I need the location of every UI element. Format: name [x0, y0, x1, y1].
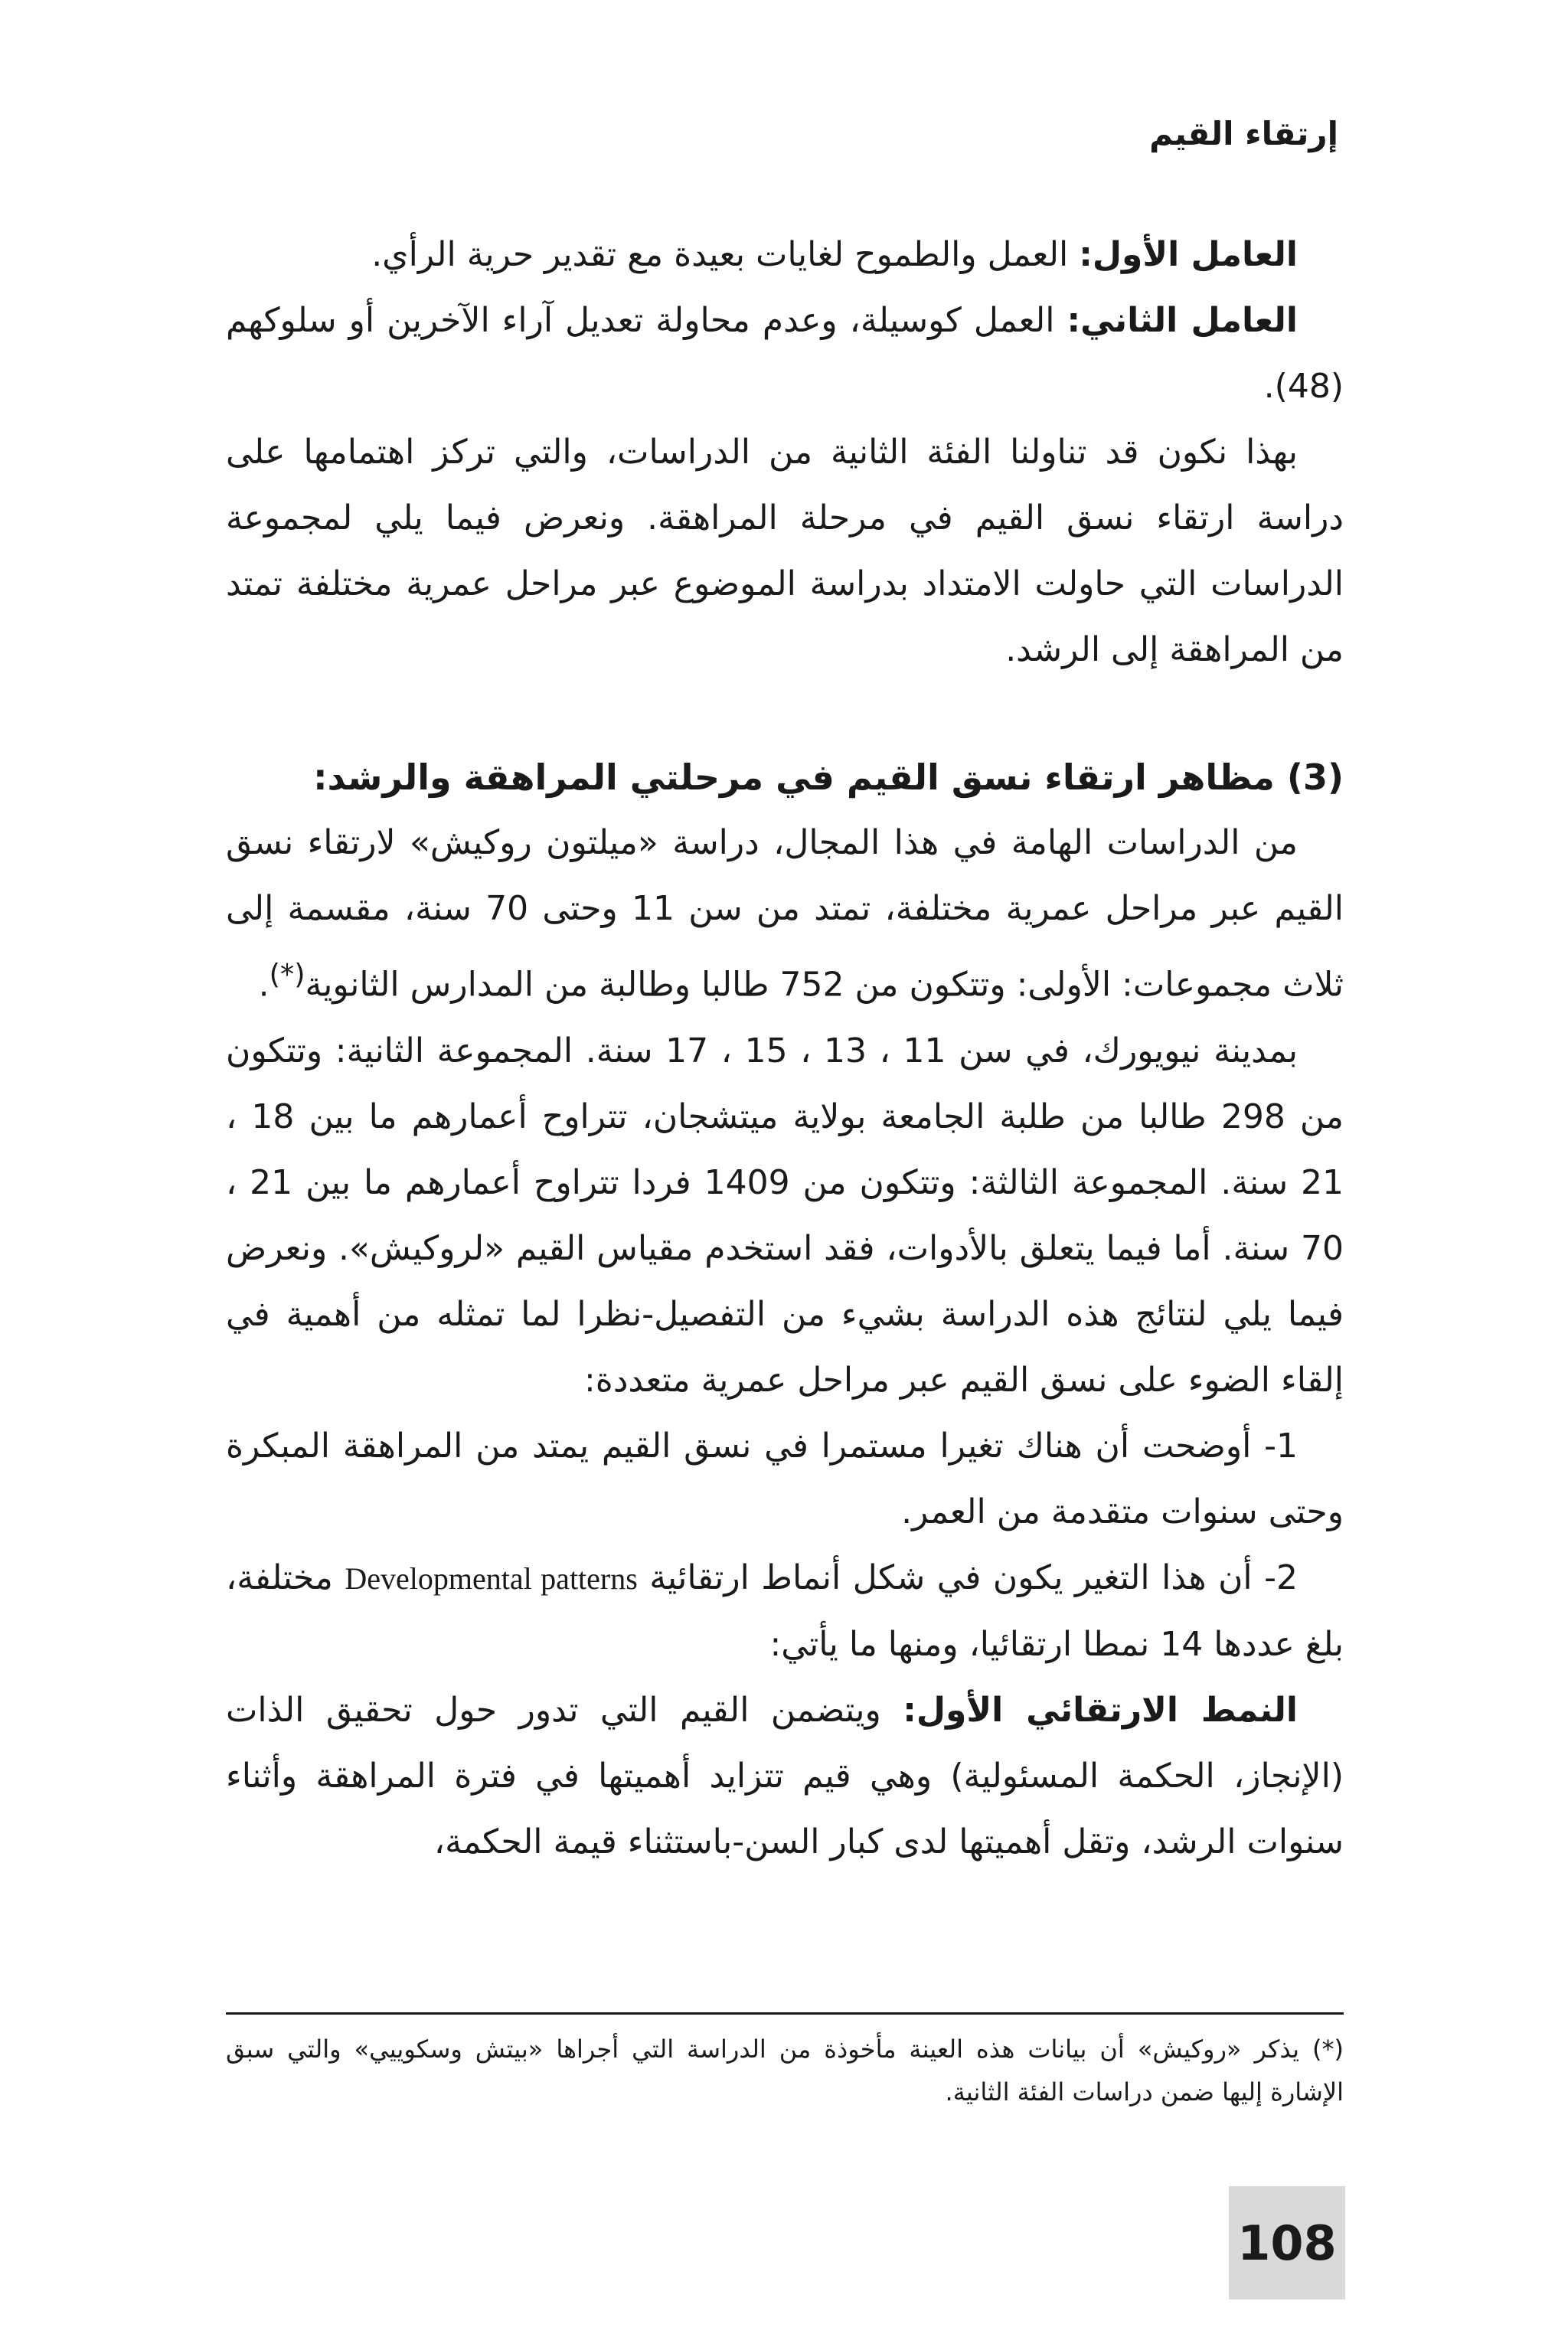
paragraph-text: العمل كوسيلة، وعدم محاولة تعديل آراء الآخرين أو سلوكهم (48).	[226, 301, 1344, 406]
paragraph-lead: العامل الأول:	[1079, 235, 1298, 274]
paragraph-summary	[226, 420, 1344, 683]
paragraph-samples	[226, 1018, 1344, 1414]
page-number-box	[1229, 2186, 1345, 2299]
paragraph-item-1	[226, 1414, 1344, 1545]
paragraph-item-2	[226, 1545, 1344, 1678]
running-header: إرتقاء القيم	[1149, 115, 1338, 152]
paragraph-text-continued: مختلفة، بلغ عددها 14 نمطا ارتقائيا، ومنها ما يأتي:	[226, 1557, 1344, 1664]
footnote-divider	[226, 2012, 1344, 2015]
paragraph-factor-1	[226, 222, 1344, 288]
paragraph-factor-2	[226, 288, 1344, 420]
footnote-marker: (*)	[269, 958, 305, 991]
paragraph-rokeach-study	[226, 810, 1344, 1018]
page-number: 108	[1237, 2214, 1337, 2271]
paragraph-text: العمل والطموح لغايات بعيدة مع تقدير حرية الرأي.	[371, 235, 1080, 274]
paragraph-text: ويتضمن القيم التي تدور حول تحقيق الذات (الإنجاز، الحكمة المسئولية) وهي قيم تتزايد أهميتها في فترة المراهقة وأثناء سنوات الرشد، وتقل أهميتها لدى كبار السن-باستثناء قيمة الحكمة،	[226, 1690, 1344, 1861]
paragraph-text: 1- أوضحت أن هناك تغيرا مستمرا في نسق القيم يمتد من المراهقة المبكرة وحتى سنوات متقدمة من العمر.	[226, 1426, 1344, 1531]
latin-term: Developmental patterns	[345, 1561, 638, 1596]
paragraph-text: 2- أن هذا التغير يكون في شكل أنماط ارتقائية	[649, 1557, 1298, 1597]
paragraph-text: بهذا نكون قد تناولنا الفئة الثانية من الدراسات، والتي تركز اهتمامها على دراسة ارتقاء نسق القيم في مرحلة المراهقة. ونعرض فيما يلي لمجموعة الدراسات التي حاولت الامتداد بدراسة الموضوع عبر مراحل عمرية مختلفة تمتد من المراهقة إلى الرشد.	[226, 433, 1344, 669]
paragraph-text: من الدراسات الهامة في هذا المجال، دراسة «ميلتون روكيش» لارتقاء نسق القيم عبر مراحل عمرية مختلفة، تمتد من سن 11 وحتى 70 سنة، مقسمة إلى ثلاث مجموعات: الأولى: وتتكون من 752 طالبا وطالبة من المدارس الثانوية	[226, 823, 1344, 1005]
paragraph-end: .	[258, 965, 270, 1005]
section-heading: (3) مظاهر ارتقاء نسق القيم في مرحلتي المراهقة والرشد:	[313, 757, 1344, 798]
paragraph-lead: العامل الثاني:	[1067, 301, 1298, 340]
paragraph-text: بمدينة نيويورك، في سن 11 ، 13 ، 15 ، 17 سنة. المجموعة الثانية: وتتكون من 298 طالبا من طلبة الجامعة بولاية ميتشجان، تتراوح أعمارهم ما بين 18 ، 21 سنة. المجموعة الثالثة: وتتكون من 1409 فردا تتراوح أعمارهم ما بين 21 ، 70 سنة. أما فيما يتعلق بالأدوات، فقد استخدم مقياس القيم «لروكيش». ونعرض فيما يلي لنتائج هذه الدراسة بشيء من التفصيل-نظرا لما تمثله من أهمية في إلقاء الضوء على نسق القيم عبر مراحل عمرية متعددة:	[226, 1031, 1344, 1400]
paragraph-lead: النمط الارتقائي الأول:	[903, 1690, 1298, 1730]
footnote: (*) يذكر «روكيش» أن بيانات هذه العينة مأخوذة من الدراسة التي أجراها «بيتش وسكوييي» والتي سبق الإشارة إليها ضمن دراسات الفئة الثانية.	[226, 2035, 1344, 2107]
paragraph-pattern-1	[226, 1678, 1344, 1875]
body-text	[226, 222, 1344, 1875]
